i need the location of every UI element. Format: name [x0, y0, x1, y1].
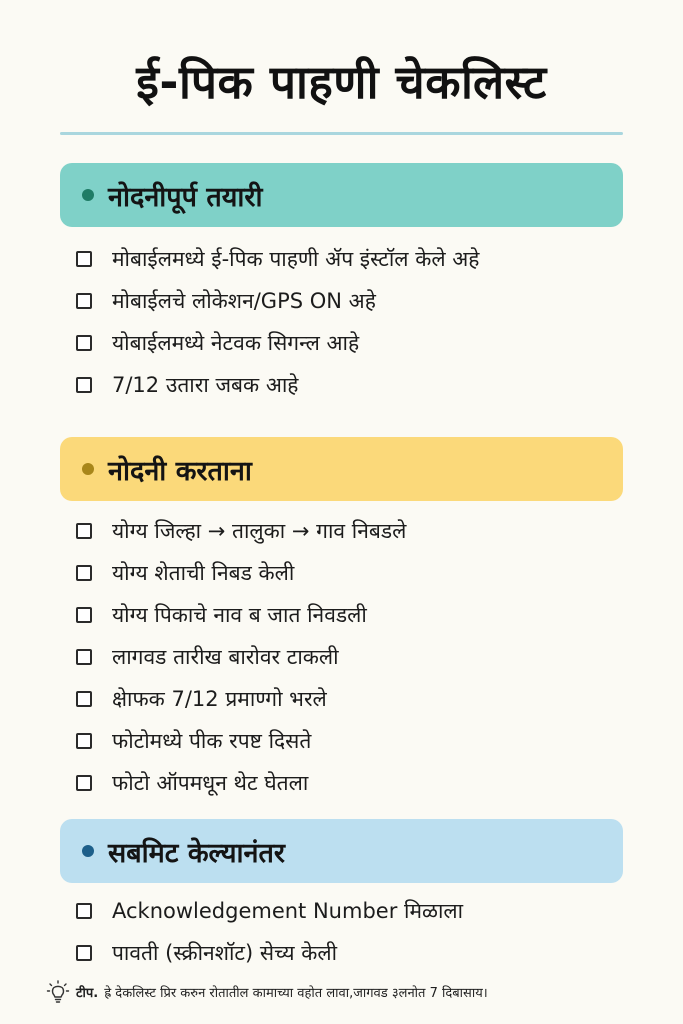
checklist-item-label: 7/12 उतारा जबक आहे — [112, 373, 299, 397]
checkbox[interactable] — [76, 775, 92, 791]
checklist-item-label: फोटो ऑपमधून थेट घेतला — [112, 771, 309, 795]
checklist-item-label: योग्य शेताची निबड केली — [112, 561, 295, 585]
checklist-item-label: लागवड तारीख बारोवर टाकली — [112, 645, 339, 669]
checklist-item[interactable] — [76, 510, 636, 552]
checklist-item-label: योग्य पिकाचे नाव ब जात निवडली — [112, 603, 367, 627]
section-heading: सबमिट केल्यानंतर — [108, 837, 285, 869]
checkbox[interactable] — [76, 377, 92, 393]
checkbox[interactable] — [76, 523, 92, 539]
checkbox[interactable] — [76, 691, 92, 707]
checklist-item[interactable] — [76, 636, 636, 678]
checklist-item[interactable] — [76, 322, 636, 364]
checklist-item[interactable] — [76, 678, 636, 720]
checklist-item-label: Acknowledgement Number मिळाला — [112, 899, 464, 923]
title-divider — [60, 132, 623, 135]
checklist-item-label: पावती (स्क्रीनशॉट) सेच्य केली — [112, 941, 338, 965]
checklist-item[interactable] — [76, 594, 636, 636]
checklist-item[interactable] — [76, 238, 636, 280]
checkbox[interactable] — [76, 649, 92, 665]
checklist-item[interactable] — [76, 890, 636, 932]
section-header-after-submit — [60, 819, 623, 883]
checklist-item-label: मोबाईलचे लोकेशन/GPS ON अहे — [112, 289, 376, 313]
lightbulb-icon — [46, 980, 70, 1004]
checklist-item[interactable] — [76, 932, 636, 974]
checklist-item-label: योग्य जिल्हा → तालुका → गाव निबडले — [112, 519, 407, 543]
checkbox[interactable] — [76, 733, 92, 749]
checkbox[interactable] — [76, 945, 92, 961]
checkbox[interactable] — [76, 251, 92, 267]
checklist-after-submit — [76, 890, 636, 974]
checklist-preparation — [76, 238, 636, 406]
bullet-dot — [82, 845, 94, 857]
checkbox[interactable] — [76, 335, 92, 351]
checkbox[interactable] — [76, 607, 92, 623]
tip-text: ह्रे देकलिस्ट प्रिर करुन रोतातील कामाच्या वहोत लावा,जागवड ३लनोत 7 दिबासाय। — [104, 986, 488, 1001]
checklist-item-label: योबाईलमध्ये नेटवक सिगन्ल आहे — [112, 331, 360, 355]
section-header-preparation — [60, 163, 623, 227]
tip-label: टीप. — [76, 986, 99, 1001]
page-title: ई-पिक पाहणी चेकलिस्ट — [136, 55, 547, 109]
section-header-during-entry — [60, 437, 623, 501]
checkbox[interactable] — [76, 565, 92, 581]
checklist-item-label: क्षेाफक 7/12 प्रमाण्गो भरले — [112, 687, 327, 711]
section-heading: नोदनीपूर्प तयारी — [108, 181, 263, 213]
checklist-item-label: मोबाईलमध्ये ई-पिक पाहणी ॲप इंस्टॉल केले अहे — [112, 247, 480, 271]
checklist-item[interactable] — [76, 364, 636, 406]
checklist-item[interactable] — [76, 762, 636, 804]
checklist-during-entry — [76, 510, 636, 804]
checklist-item[interactable] — [76, 720, 636, 762]
tip-note — [46, 978, 666, 1006]
checklist-item-label: फोटोमध्ये पीक रपष्ट दिसते — [112, 729, 312, 753]
checkbox[interactable] — [76, 293, 92, 309]
checklist-item[interactable] — [76, 280, 636, 322]
bullet-dot — [82, 463, 94, 475]
bullet-dot — [82, 189, 94, 201]
checkbox[interactable] — [76, 903, 92, 919]
section-heading: नोदनी करताना — [108, 455, 252, 487]
checklist-item[interactable] — [76, 552, 636, 594]
